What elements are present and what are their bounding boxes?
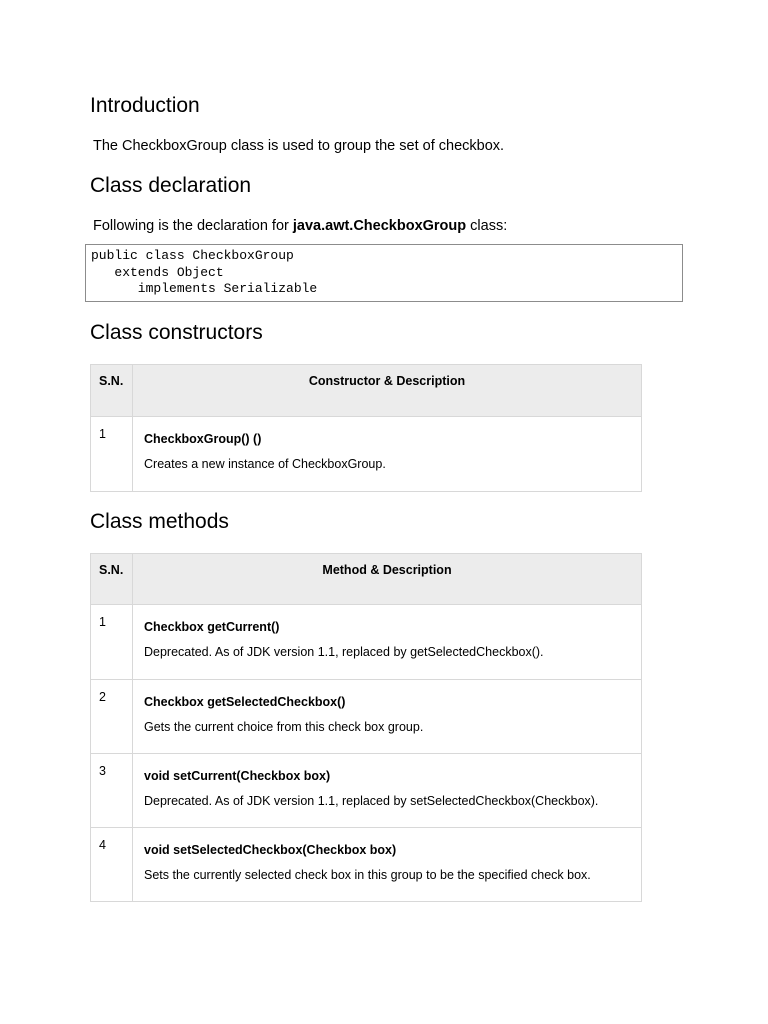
header-description: Constructor & Description: [133, 365, 642, 417]
row-sn: 1: [91, 417, 133, 492]
header-sn: S.N.: [91, 554, 133, 605]
row-content: [133, 754, 642, 828]
method-description: Deprecated. As of JDK version 1.1, replaced by getSelectedCheckbox().: [144, 645, 544, 659]
declaration-class-name: java.awt.CheckboxGroup: [292, 218, 467, 234]
table-header-row: [91, 365, 642, 417]
row-sn: 4: [91, 828, 133, 902]
method-name: Checkbox getSelectedCheckbox(): [144, 695, 346, 709]
code-block: [85, 244, 683, 302]
row-content: [133, 605, 642, 680]
method-name: void setCurrent(Checkbox box): [144, 769, 331, 783]
table-row: [91, 754, 642, 828]
row-sn: 2: [91, 680, 133, 754]
constructor-description: Creates a new instance of CheckboxGroup.: [144, 457, 386, 471]
method-name: Checkbox getCurrent(): [144, 620, 280, 634]
methods-table: [90, 553, 642, 902]
table-row: [91, 417, 642, 492]
row-sn: 1: [91, 605, 133, 680]
intro-text: The CheckboxGroup class is used to group the set of checkbox.: [93, 138, 505, 154]
declaration-suffix: class:: [466, 218, 508, 234]
constructor-name: CheckboxGroup() (): [144, 432, 262, 446]
code-line: extends Object: [91, 264, 224, 280]
row-sn: 3: [91, 754, 133, 828]
intro-heading: Introduction: [90, 94, 200, 117]
method-description: Deprecated. As of JDK version 1.1, replaced by setSelectedCheckbox(Checkbox).: [144, 794, 599, 808]
declaration-text: [93, 217, 507, 235]
constructors-table: [90, 364, 642, 492]
row-content: [133, 417, 642, 492]
code-line: public class CheckboxGroup: [91, 248, 294, 263]
methods-heading: Class methods: [90, 510, 229, 533]
table-row: [91, 828, 642, 902]
header-description: Method & Description: [133, 554, 642, 605]
table-row: [91, 605, 642, 680]
declaration-heading: Class declaration: [90, 174, 252, 197]
table-header-row: [91, 554, 642, 605]
header-sn: S.N.: [91, 365, 133, 417]
table-row: [91, 680, 642, 754]
code-line: implements Serializable: [91, 281, 318, 297]
declaration-prefix: Following is the declaration for: [93, 218, 293, 234]
row-content: [133, 828, 642, 902]
method-description: Sets the currently selected check box in this group to be the specified check box.: [144, 868, 591, 882]
row-content: [133, 680, 642, 754]
constructors-heading: Class constructors: [90, 321, 263, 344]
method-description: Gets the current choice from this check box group.: [144, 720, 424, 734]
method-name: void setSelectedCheckbox(Checkbox box): [144, 843, 397, 857]
